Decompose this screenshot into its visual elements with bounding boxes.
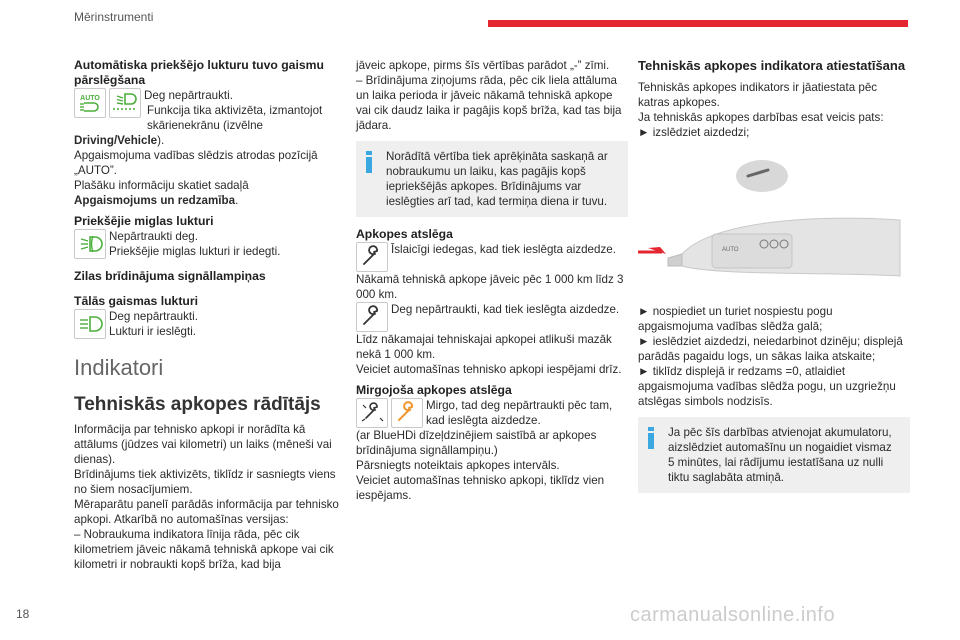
service-paragraph-4: – Nobraukuma indikatora līnija rāda, pēc cik kilometriem jāveic nākamā tehniskā apkope vai cik kilometri ir nobraukti kopš brīža, kad bija [74,528,334,571]
auto-headlight-icon [74,88,106,118]
header-title: Mērinstrumenti [74,10,154,24]
auto-headlights-desc: Funkcija tika aktivizēta, izmantojot skārienekrānu (izvēlne [147,104,323,132]
step-press-button: ► nospiediet un turiet nospiestu pogu apgaismojuma vadības slēdža galā; [638,305,833,333]
high-beam-indicator [74,309,346,339]
high-beam-state: Deg nepārtraukti. [109,310,198,323]
battery-note-text: Ja pēc šīs darbības atvienojat akumulatoru, aizslēdziet automašīnu un nogaidiet vismaz 5 minūtes, lai rādījumu iestatīšana uz nulli tiktu saglabāta atmiņā. [668,426,892,484]
service-paragraph-3: Mēraparātu panelī parādās informācija par tehnisko apkopi. Atkarībā no automašīnas versijas: [74,498,339,526]
service-key-indicator-2 [356,302,628,332]
service-indicator-title: Tehniskās apkopes rādītājs [74,394,321,415]
fog-lights-title: Priekšējie miglas lukturi [74,214,214,228]
service-key-desc-3: Veiciet automašīnas tehnisko apkopi iespējami drīz. [356,363,622,376]
high-beam-title: Tālās gaismas lukturi [74,294,198,308]
low-beam-dashed-icon [109,88,141,118]
section-reference: Apgaismojums un redzamība [74,194,236,207]
page-number: 18 [16,607,30,621]
service-paragraph-2: Brīdinājums tiek aktivizēts, tiklīdz ir sasniegts viens no šiem nosacījumiem. [74,468,336,496]
reset-service-indicator-title: Tehniskās apkopes indikatora atiestatīšana [638,58,906,73]
menu-driving-vehicle: Driving/Vehicle [74,134,158,147]
info-note [356,141,628,217]
watermark: carmanualsonline.info [630,604,836,626]
continued-paragraph: jāveic apkope, pirms šīs vērtības parādot „-” zīmi. [356,59,610,72]
fog-lights-state: Nepārtraukti deg. [109,230,198,243]
flashing-service-key-indicator [356,398,628,428]
fog-lights-desc: Priekšējie miglas lukturi ir iedegti. [109,245,281,258]
info-icon [366,151,374,173]
high-beam-desc: Lukturi ir ieslēgti. [109,325,196,338]
flashing-service-key-state: Mirgo, tad deg nepārtraukti pēc tam, kad ieslēgta aizdedze. [426,399,613,427]
wrench-icon [356,302,388,332]
info-note-text: Norādītā vērtība tiek aprēķināta saskaņā ar nobraukumu un laiku, kas pagājis kopš iepriekšējās apkopes. Brīdinājums var ieslēgties arī tad, kad termiņa diena ir tuvu. [386,150,608,208]
column-3 [638,58,910,501]
orange-wrench-icon [391,398,423,428]
page-header [0,0,960,40]
service-key-state-2: Deg nepārtraukti, kad tiek ieslēgta aizdedze. [391,303,620,316]
service-key-indicator [356,242,628,272]
step-ignition-off: ► izslēdziet aizdedzi; [638,126,750,139]
flashing-service-key-title: Mirgojoša apkopes atslēga [356,383,512,397]
wrench-icon [356,242,388,272]
auto-headlights-state: Deg nepārtraukti. [144,89,233,102]
see-section-text: Plašāku informāciju skatiet sadaļā [74,179,249,192]
column-2 [356,58,628,503]
info-icon [648,427,656,449]
header-accent-bar [488,20,908,27]
reset-paragraph-2: Ja tehniskās apkopes darbības esat veicis pats: [638,111,884,124]
info-note-battery [638,417,910,493]
service-key-title: Apkopes atslēga [356,227,453,241]
step-ignition-on: ► ieslēdziet aizdedzi, neiedarbinot dzinēju; displejā parādās pagaidu logs, un sākas laika atskaite; [638,335,903,363]
column-1: Automātiska priekšējo lukturu tuvo gaismu pārslēgšana AUTO Deg nepārtraukti. Funkcija tika aktivizēta, izmantojot skārienekrānu (izvēlne Driving/Vehicle). Apgaismojuma vadības slēdzis atrodas pozīcijā „AUTO”. Plašāku informāciju skatiet sadaļā Apgaismojums un redzamība. Priekšējie miglas lukturi Nepārtraukti deg. Priekšējie miglas lukturi ir iedegti. Zilas brīdinājuma signāllampiņas Tālās gaismas lukturi Deg nepārtraukti. Lukturi ir ieslēgti. Indikatori Tehniskās apkopes rādītājs Informācija par tehnisko apkopi ir norādīta kā attālums (jūdzes vai kilometri) un laiks (mēneši vai dienas). Brīdinājums tiek aktivizēts, tiklīdz ir sasniegts viens no šiem nosacījumiem. Mēraparātu panelī parādās informācija par tehnisko apkopi. Atkarībā no automašīnas versijas: – Nobraukuma indikatora līnija rāda, pēc cik kilometriem jāveic nākamā tehniskā apkope vai cik kilometri ir nobraukti kopš brīža, kad bija [74,58,346,572]
interval-exceeded-text: Pārsniegts noteiktais apkopes intervāls. [356,459,560,472]
section-indicators-title: Indikatori [74,355,164,380]
front-fog-light-icon [74,229,106,259]
flashing-wrench-icon [356,398,388,428]
service-key-desc-1: Nākamā tehniskā apkope jāveic pēc 1 000 km līdz 3 000 km. [356,273,624,301]
bluehdi-note: (ar BlueHDi dīzeļdzinējiem saistībā ar apkopes brīdinājuma signāllampiņu.) [356,429,597,457]
svg-text:AUTO: AUTO [722,247,739,253]
service-key-desc-2: Līdz nākamajai tehniskajai apkopei atlikuši mazāk nekā 1 000 km. [356,333,612,361]
lighting-stalk-illustration [638,146,910,296]
auto-switch-position-text: Apgaismojuma vadības slēdzis atrodas pozīcijā „AUTO”. [74,149,318,177]
high-beam-icon [74,309,106,339]
svg-text:AUTO: AUTO [80,95,100,102]
service-paragraph-1: Informācija par tehnisko apkopi ir norādīta kā attālums (jūdzes vai kilometri) un laiks (mēneši vai dienas). [74,423,332,466]
warning-message-paragraph: – Brīdinājuma ziņojums rāda, pēc cik liela attāluma un laika perioda ir jāveic nākamā tehniskā apkope vai cik daudz laika ir pagājis kopš brīža, kad tas bija jādara. [356,74,622,132]
auto-headlights-title: Automātiska priekšējo lukturu tuvo gaismu pārslēgšana [74,58,324,87]
service-key-state-1: Īslaicīgi iedegas, kad tiek ieslēgta aizdedze. [391,243,616,256]
reset-paragraph-1: Tehniskās apkopes indikators ir jāatiestata pēc katras apkopes. [638,81,878,109]
service-asap-text: Veiciet automašīnas tehnisko apkopi, tiklīdz vien iespējams. [356,474,605,502]
fog-lights-indicator [74,229,346,259]
blue-warning-lights-title: Zilas brīdinājuma signāllampiņas [74,269,266,283]
step-release-button: ► tiklīdz displejā ir redzams =0, atlaidiet apgaismojuma vadības slēdža pogu, un uzgriežņu atslēgas simbols nodzisīs. [638,365,896,408]
